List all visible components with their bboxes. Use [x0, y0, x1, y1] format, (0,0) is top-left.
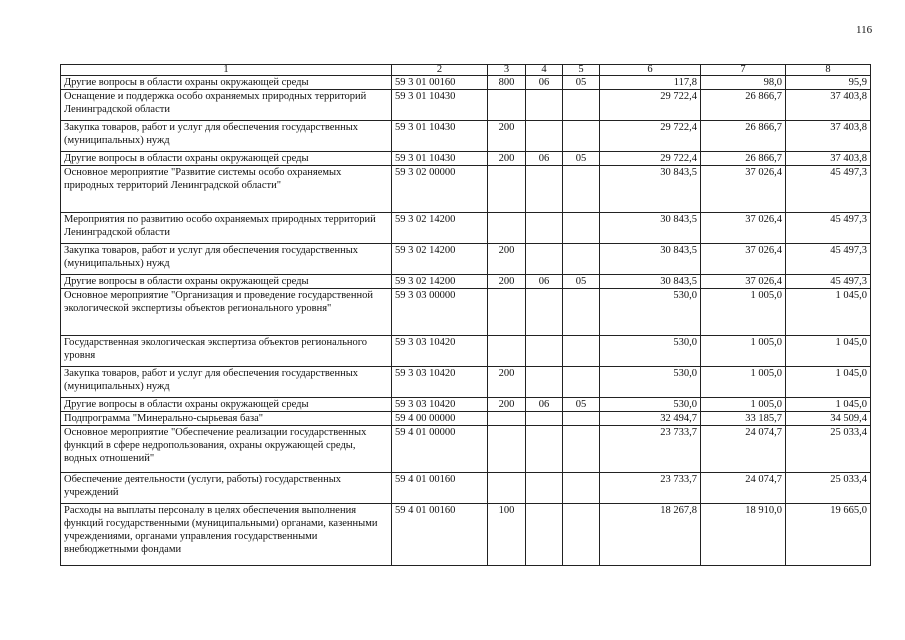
- row-col3-cell: 200: [488, 398, 526, 412]
- row-value-col8: 1 045,0: [786, 289, 871, 336]
- row-col3-cell: 200: [488, 367, 526, 398]
- row-col3-cell: 800: [488, 76, 526, 90]
- row-col4-cell: [526, 244, 563, 275]
- row-value-col6: 29 722,4: [600, 152, 701, 166]
- row-name-cell: Обеспечение деятельности (услуги, работы) государственных учреждений: [61, 473, 392, 504]
- row-col5-cell: [563, 336, 600, 367]
- row-col3-cell: 100: [488, 504, 526, 566]
- row-value-col8: 45 497,3: [786, 166, 871, 213]
- row-value-col6: 117,8: [600, 76, 701, 90]
- row-col5-cell: [563, 121, 600, 152]
- column-header: 8: [786, 65, 871, 76]
- table-row: [61, 166, 871, 213]
- row-col5-cell: [563, 244, 600, 275]
- row-code-cell: 59 3 01 10430: [392, 90, 488, 121]
- row-value-col8: 45 497,3: [786, 213, 871, 244]
- row-code-cell: 59 3 02 00000: [392, 166, 488, 213]
- row-name-cell: Закупка товаров, работ и услуг для обеспечения государственных (муниципальных) нужд: [61, 121, 392, 152]
- table-row: [61, 398, 871, 412]
- row-value-col6: 530,0: [600, 289, 701, 336]
- row-value-col6: 29 722,4: [600, 90, 701, 121]
- column-header: 4: [526, 65, 563, 76]
- row-code-cell: 59 3 02 14200: [392, 275, 488, 289]
- row-value-col7: 24 074,7: [701, 473, 786, 504]
- row-col3-cell: [488, 289, 526, 336]
- table-row: [61, 90, 871, 121]
- column-header: 1: [61, 65, 392, 76]
- table-row: [61, 244, 871, 275]
- row-code-cell: 59 3 01 10430: [392, 152, 488, 166]
- column-header: 5: [563, 65, 600, 76]
- row-code-cell: 59 3 03 10420: [392, 336, 488, 367]
- row-col3-cell: [488, 336, 526, 367]
- row-value-col8: 1 045,0: [786, 398, 871, 412]
- row-col4-cell: 06: [526, 275, 563, 289]
- row-name-cell: Другие вопросы в области охраны окружающей среды: [61, 398, 392, 412]
- row-col5-cell: [563, 473, 600, 504]
- table-row: [61, 367, 871, 398]
- table-row: [61, 121, 871, 152]
- row-value-col8: 25 033,4: [786, 473, 871, 504]
- table-row: [61, 426, 871, 473]
- row-col5-cell: 05: [563, 275, 600, 289]
- row-value-col7: 18 910,0: [701, 504, 786, 566]
- table-row: [61, 473, 871, 504]
- row-value-col6: 23 733,7: [600, 426, 701, 473]
- row-value-col8: 37 403,8: [786, 152, 871, 166]
- row-value-col6: 530,0: [600, 367, 701, 398]
- row-col3-cell: 200: [488, 152, 526, 166]
- row-col4-cell: [526, 412, 563, 426]
- row-value-col7: 37 026,4: [701, 166, 786, 213]
- table-row: [61, 504, 871, 566]
- row-name-cell: Другие вопросы в области охраны окружающей среды: [61, 152, 392, 166]
- row-value-col7: 26 866,7: [701, 90, 786, 121]
- row-value-col7: 1 005,0: [701, 336, 786, 367]
- column-header: 7: [701, 65, 786, 76]
- row-col4-cell: [526, 90, 563, 121]
- row-value-col6: 23 733,7: [600, 473, 701, 504]
- table-body: [61, 76, 871, 566]
- row-code-cell: 59 3 01 10430: [392, 121, 488, 152]
- row-name-cell: Основное мероприятие "Организация и проведение государственной экологической экспертизы объектов регионального уровня": [61, 289, 392, 336]
- row-value-col6: 530,0: [600, 336, 701, 367]
- row-col5-cell: [563, 426, 600, 473]
- row-code-cell: 59 3 03 00000: [392, 289, 488, 336]
- row-code-cell: 59 3 01 00160: [392, 76, 488, 90]
- row-col4-cell: [526, 213, 563, 244]
- row-value-col7: 37 026,4: [701, 213, 786, 244]
- table-header-row: [61, 65, 871, 76]
- row-col3-cell: [488, 473, 526, 504]
- table-row: [61, 412, 871, 426]
- row-col4-cell: [526, 426, 563, 473]
- row-col5-cell: [563, 166, 600, 213]
- row-col5-cell: 05: [563, 398, 600, 412]
- row-col5-cell: [563, 412, 600, 426]
- row-value-col6: 30 843,5: [600, 213, 701, 244]
- row-name-cell: Другие вопросы в области охраны окружающей среды: [61, 275, 392, 289]
- table-row: [61, 152, 871, 166]
- budget-table: [60, 64, 871, 566]
- row-col5-cell: [563, 289, 600, 336]
- row-name-cell: Основное мероприятие "Развитие системы особо охраняемых природных территорий Ленинградской области": [61, 166, 392, 213]
- row-code-cell: 59 3 03 10420: [392, 398, 488, 412]
- row-value-col8: 95,9: [786, 76, 871, 90]
- row-name-cell: Закупка товаров, работ и услуг для обеспечения государственных (муниципальных) нужд: [61, 367, 392, 398]
- row-value-col6: 18 267,8: [600, 504, 701, 566]
- row-value-col7: 26 866,7: [701, 152, 786, 166]
- row-value-col6: 32 494,7: [600, 412, 701, 426]
- row-col4-cell: 06: [526, 152, 563, 166]
- row-value-col7: 1 005,0: [701, 367, 786, 398]
- row-col4-cell: [526, 473, 563, 504]
- row-value-col8: 37 403,8: [786, 90, 871, 121]
- row-code-cell: 59 4 01 00160: [392, 504, 488, 566]
- row-col5-cell: [563, 367, 600, 398]
- row-col4-cell: [526, 336, 563, 367]
- row-col3-cell: [488, 166, 526, 213]
- row-value-col7: 26 866,7: [701, 121, 786, 152]
- row-value-col8: 19 665,0: [786, 504, 871, 566]
- row-value-col8: 45 497,3: [786, 244, 871, 275]
- row-name-cell: Другие вопросы в области охраны окружающей среды: [61, 76, 392, 90]
- row-value-col7: 1 005,0: [701, 289, 786, 336]
- row-value-col8: 45 497,3: [786, 275, 871, 289]
- row-col3-cell: [488, 412, 526, 426]
- column-header: 6: [600, 65, 701, 76]
- row-col4-cell: [526, 289, 563, 336]
- row-name-cell: Закупка товаров, работ и услуг для обеспечения государственных (муниципальных) нужд: [61, 244, 392, 275]
- row-col5-cell: [563, 504, 600, 566]
- table-row: [61, 289, 871, 336]
- row-name-cell: Государственная экологическая экспертиза объектов регионального уровня: [61, 336, 392, 367]
- row-value-col8: 34 509,4: [786, 412, 871, 426]
- row-value-col7: 1 005,0: [701, 398, 786, 412]
- row-col4-cell: [526, 504, 563, 566]
- table-row: [61, 275, 871, 289]
- row-name-cell: Расходы на выплаты персоналу в целях обеспечения выполнения функций государственными (муниципальными) органами, казенными учреждениями, органами управления государственными внебюджетными фондами: [61, 504, 392, 566]
- page-number: 116: [856, 24, 873, 36]
- row-name-cell: Подпрограмма "Минерально-сырьевая база": [61, 412, 392, 426]
- row-name-cell: Основное мероприятие "Обеспечение реализации государственных функций в сфере недропользования, охраны окружающей среды, водных отношений": [61, 426, 392, 473]
- row-code-cell: 59 3 03 10420: [392, 367, 488, 398]
- column-header: 3: [488, 65, 526, 76]
- row-name-cell: Оснащение и поддержка особо охраняемых природных территорий Ленинградской области: [61, 90, 392, 121]
- row-col5-cell: [563, 90, 600, 121]
- row-value-col6: 530,0: [600, 398, 701, 412]
- row-col3-cell: [488, 90, 526, 121]
- row-col3-cell: 200: [488, 244, 526, 275]
- row-value-col6: 29 722,4: [600, 121, 701, 152]
- row-col3-cell: [488, 213, 526, 244]
- row-value-col8: 25 033,4: [786, 426, 871, 473]
- row-col3-cell: 200: [488, 275, 526, 289]
- row-code-cell: 59 3 02 14200: [392, 213, 488, 244]
- row-col5-cell: [563, 213, 600, 244]
- table-row: [61, 336, 871, 367]
- row-col5-cell: 05: [563, 152, 600, 166]
- row-col4-cell: 06: [526, 76, 563, 90]
- row-value-col8: 37 403,8: [786, 121, 871, 152]
- row-code-cell: 59 4 00 00000: [392, 412, 488, 426]
- row-col5-cell: 05: [563, 76, 600, 90]
- row-value-col7: 37 026,4: [701, 244, 786, 275]
- table-row: [61, 213, 871, 244]
- row-value-col8: 1 045,0: [786, 367, 871, 398]
- row-col3-cell: [488, 426, 526, 473]
- row-value-col7: 33 185,7: [701, 412, 786, 426]
- row-value-col7: 98,0: [701, 76, 786, 90]
- row-code-cell: 59 3 02 14200: [392, 244, 488, 275]
- row-col4-cell: 06: [526, 398, 563, 412]
- row-col4-cell: [526, 166, 563, 213]
- row-value-col6: 30 843,5: [600, 275, 701, 289]
- row-value-col6: 30 843,5: [600, 166, 701, 213]
- row-code-cell: 59 4 01 00160: [392, 473, 488, 504]
- row-value-col6: 30 843,5: [600, 244, 701, 275]
- row-code-cell: 59 4 01 00000: [392, 426, 488, 473]
- row-value-col7: 37 026,4: [701, 275, 786, 289]
- row-value-col7: 24 074,7: [701, 426, 786, 473]
- row-value-col8: 1 045,0: [786, 336, 871, 367]
- row-name-cell: Мероприятия по развитию особо охраняемых природных территорий Ленинградской области: [61, 213, 392, 244]
- column-header: 2: [392, 65, 488, 76]
- row-col3-cell: 200: [488, 121, 526, 152]
- row-col4-cell: [526, 367, 563, 398]
- row-col4-cell: [526, 121, 563, 152]
- table-row: [61, 76, 871, 90]
